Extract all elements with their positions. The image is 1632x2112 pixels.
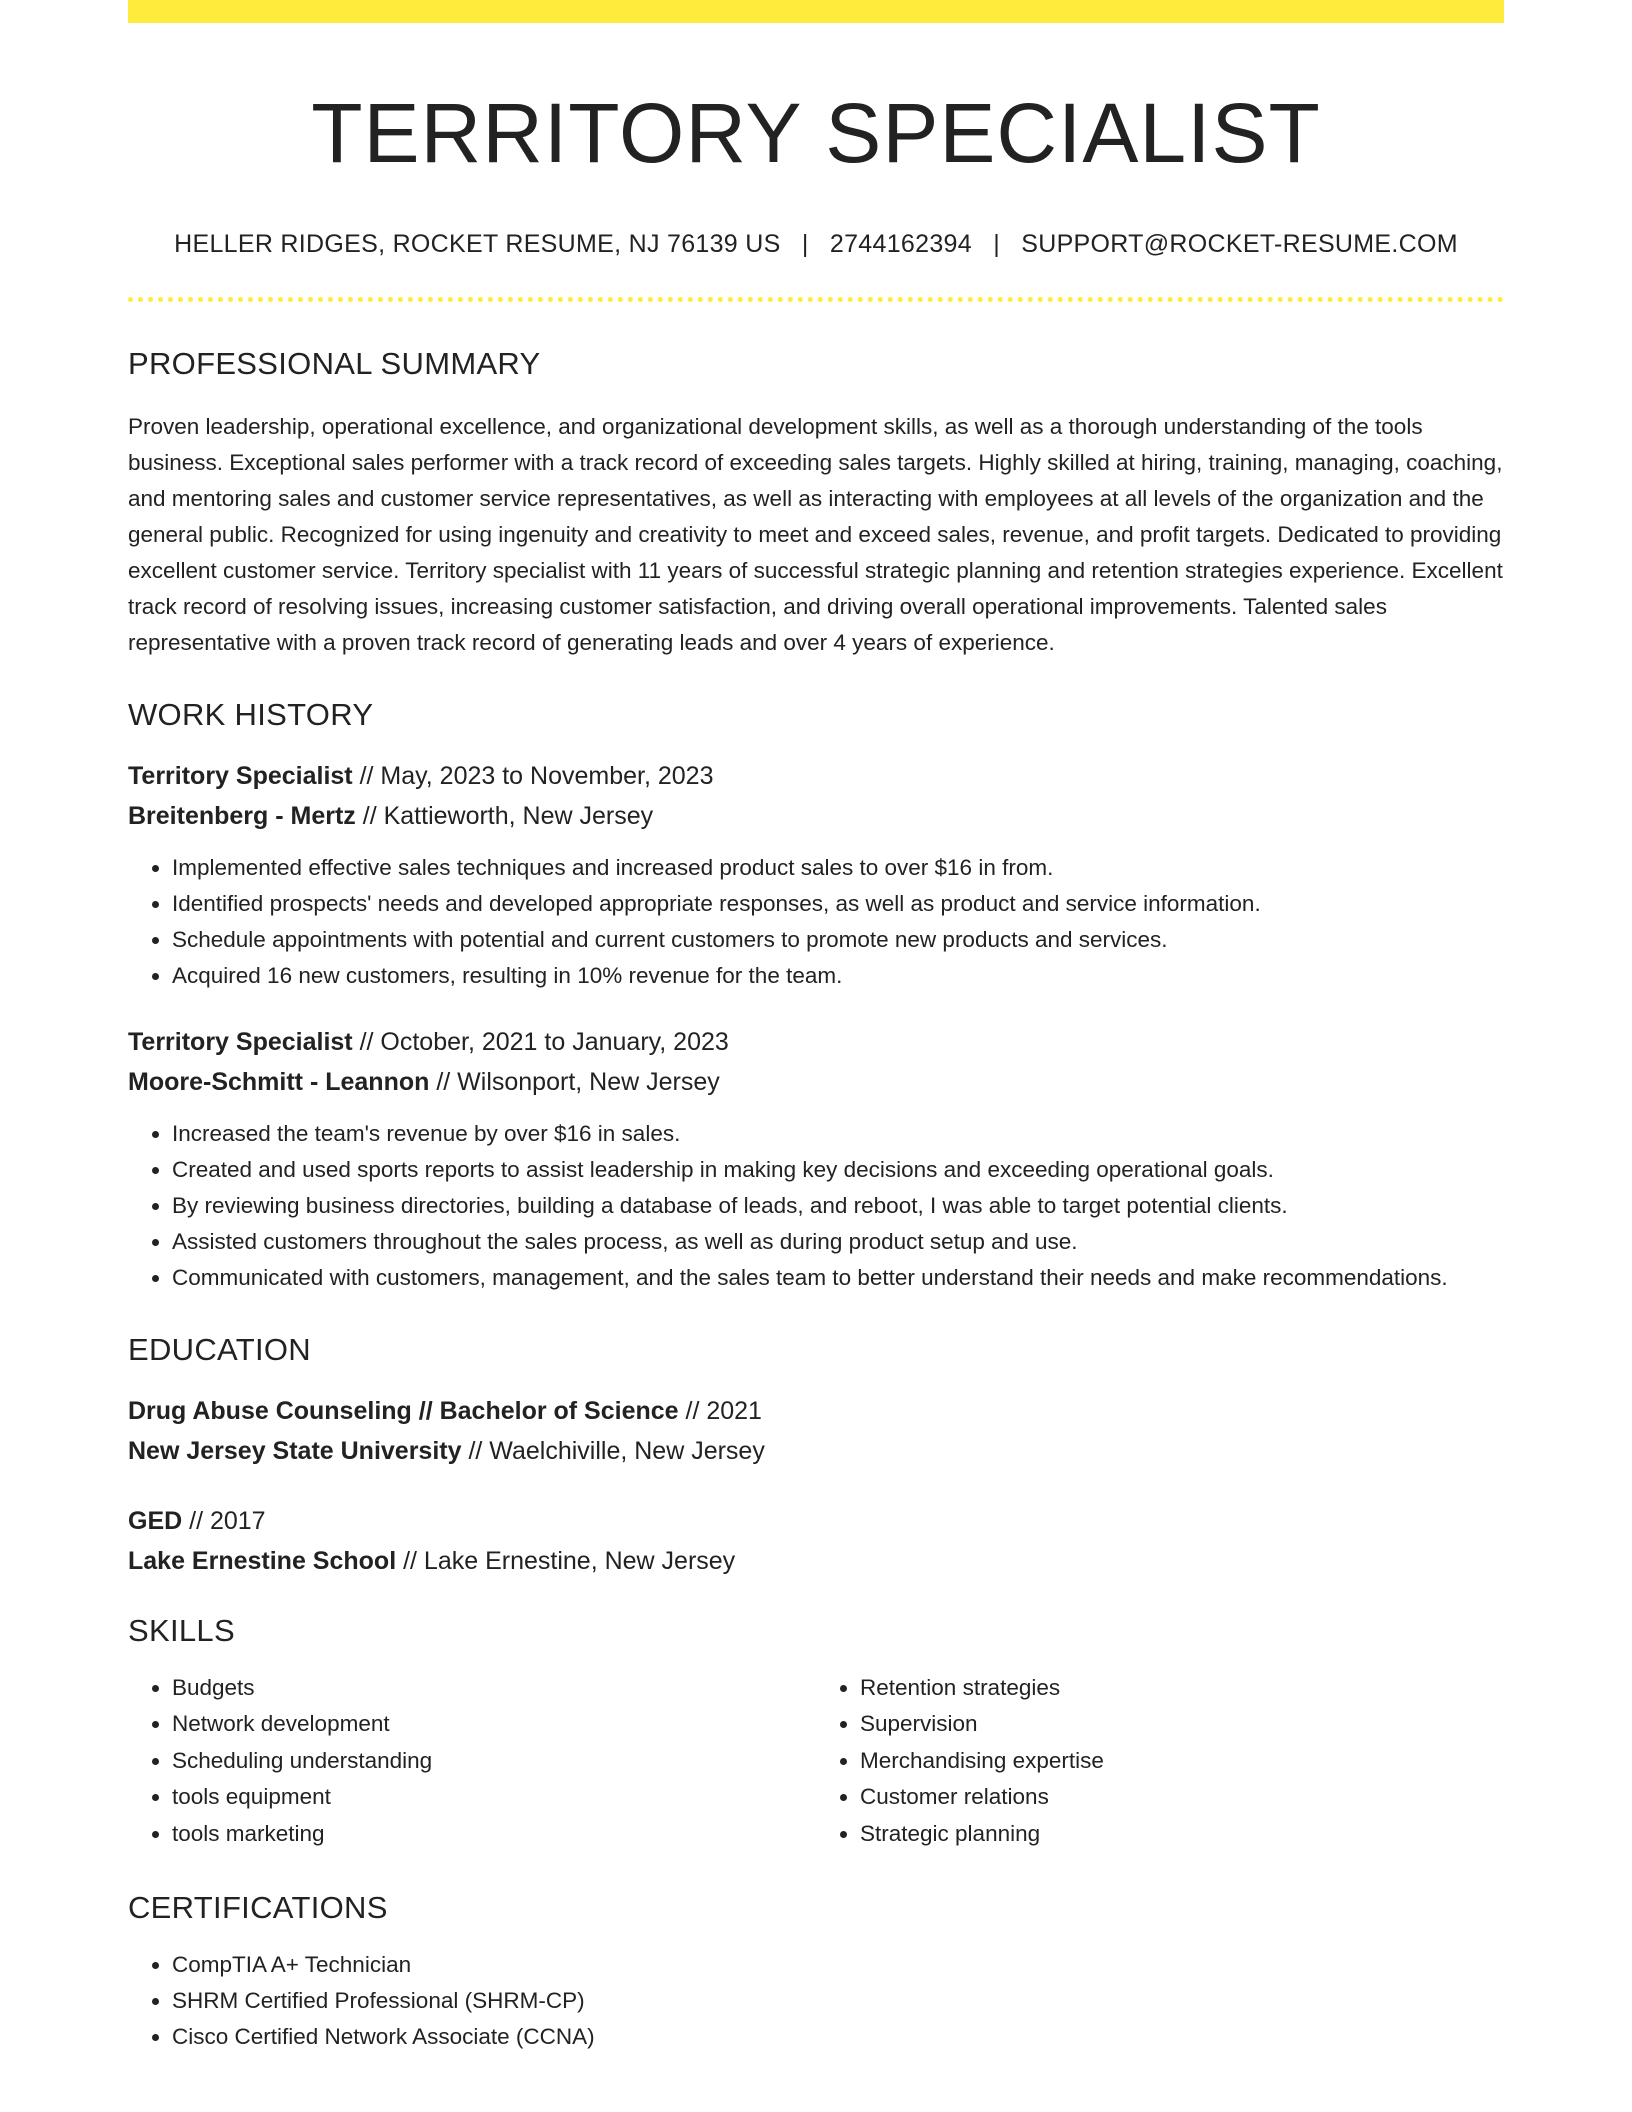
job-bullets (128, 850, 1504, 994)
education-school-line (128, 1431, 1504, 1471)
job-company: Breitenberg - Mertz (128, 801, 356, 830)
job-company-line (128, 1062, 1504, 1102)
skills-list-left (128, 1670, 816, 1853)
list-item: • Network development (172, 1706, 816, 1743)
contact-phone: 2744162394 (829, 229, 972, 258)
education-degree-line (128, 1391, 1504, 1431)
job-title-line (128, 1022, 1504, 1062)
list-item: • Created and used sports reports to assist leadership in making key decisions and exceeding operational goals. (172, 1152, 1504, 1188)
education-school: Lake Ernestine School (128, 1546, 397, 1575)
skills-list-right (816, 1670, 1504, 1853)
certifications-heading: CERTIFICATIONS (128, 1890, 388, 1926)
education-school-line (128, 1541, 1504, 1581)
education-school: New Jersey State University (128, 1436, 462, 1465)
contact-line (128, 230, 1504, 259)
list-item: • CompTIA A+ Technician (172, 1947, 1504, 1983)
list-item: • SHRM Certified Professional (SHRM-CP) (172, 1983, 1504, 2019)
list-item: • Customer relations (860, 1779, 1504, 1816)
summary-heading: PROFESSIONAL SUMMARY (128, 345, 541, 381)
job-company: Moore-Schmitt - Leannon (128, 1067, 430, 1096)
certifications-list (128, 1947, 1504, 2055)
contact-separator: | (801, 229, 809, 258)
list-item: • tools marketing (172, 1816, 816, 1853)
list-item: • Acquired 16 new customers, resulting in 10% revenue for the team. (172, 958, 1504, 994)
accent-top-bar (128, 0, 1504, 23)
job-dates: // May, 2023 to November, 2023 (352, 761, 714, 790)
education-heading: EDUCATION (128, 1331, 311, 1367)
list-item: • Assisted customers throughout the sales process, as well as during product setup and use. (172, 1224, 1504, 1260)
education-entry (128, 1391, 1504, 1471)
job-title-line (128, 756, 1504, 796)
list-item: • Merchandising expertise (860, 1743, 1504, 1780)
list-item: • Implemented effective sales techniques and increased product sales to over $16 in from. (172, 850, 1504, 886)
contact-address: HELLER RIDGES, ROCKET RESUME, NJ 76139 US (174, 229, 781, 258)
education-location: // Lake Ernestine, New Jersey (396, 1546, 736, 1575)
list-item: • By reviewing business directories, building a database of leads, and reboot, I was able to target potential clients. (172, 1188, 1504, 1224)
job-company-line (128, 796, 1504, 836)
list-item: • Cisco Certified Network Associate (CCNA) (172, 2019, 1504, 2055)
job-location: // Wilsonport, New Jersey (429, 1067, 720, 1096)
list-item: • Scheduling understanding (172, 1743, 816, 1780)
list-item: • Schedule appointments with potential and current customers to promote new products and services. (172, 922, 1504, 958)
contact-email: SUPPORT@ROCKET-RESUME.COM (1021, 229, 1458, 258)
list-item: • tools equipment (172, 1779, 816, 1816)
resume-title: TERRITORY SPECIALIST (311, 86, 1321, 180)
skills-columns (128, 1670, 1504, 1853)
education-location: // Waelchiville, New Jersey (461, 1436, 765, 1465)
job-location: // Kattieworth, New Jersey (355, 801, 654, 830)
job-entry (128, 1022, 1504, 1296)
resume-page (128, 0, 1504, 2055)
list-item: • Budgets (172, 1670, 816, 1707)
list-item: • Retention strategies (860, 1670, 1504, 1707)
job-position: Territory Specialist (128, 1027, 353, 1056)
contact-separator: | (993, 229, 1000, 258)
education-year: // 2017 (182, 1506, 266, 1535)
list-item: • Identified prospects' needs and developed appropriate responses, as well as product and service information. (172, 886, 1504, 922)
job-dates: // October, 2021 to January, 2023 (352, 1027, 729, 1056)
education-degree-line (128, 1501, 1504, 1541)
summary-text: Proven leadership, operational excellence, and organizational development skills, as well as a thorough understanding of the tools business. Exceptional sales performer with a track record of exceeding sales targets. Highly skilled at hiring, training, managing, coaching, and mentoring sales and customer service representatives, as well as interacting with employees at all levels of the organization and the general public. Recognized for using ingenuity and creativity to meet and exceed sales, revenue, and profit targets. Dedicated to providing excellent customer service. Territory specialist with 11 years of successful strategic planning and retention strategies experience. Excellent track record of resolving issues, increasing customer satisfaction, and driving overall operational improvements. Talented sales representative with a proven track record of generating leads and over 4 years of experience. (128, 413, 1503, 655)
work-history-heading: WORK HISTORY (128, 696, 374, 732)
list-item: • Strategic planning (860, 1816, 1504, 1853)
education-degree: Drug Abuse Counseling // Bachelor of Science (128, 1396, 679, 1425)
list-item: • Communicated with customers, management, and the sales team to better understand their needs and make recommendations. (172, 1260, 1504, 1296)
job-entry (128, 756, 1504, 994)
skills-heading: SKILLS (128, 1612, 235, 1648)
education-entry (128, 1501, 1504, 1581)
list-item: • Increased the team's revenue by over $16 in sales. (172, 1116, 1504, 1152)
list-item: • Supervision (860, 1706, 1504, 1743)
education-degree: GED (128, 1506, 183, 1535)
job-position: Territory Specialist (128, 761, 353, 790)
dotted-divider (128, 297, 1504, 302)
education-year: // 2021 (678, 1396, 762, 1425)
job-bullets (128, 1116, 1504, 1296)
